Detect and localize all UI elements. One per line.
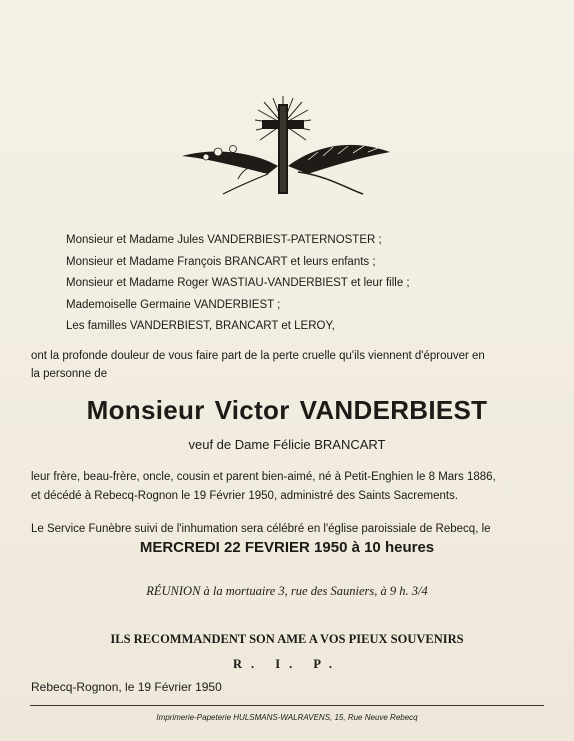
deceased-first-name: Victor [214,395,290,425]
announcement-intro [31,347,551,383]
family-line: Monsieur et Madame Roger WASTIAU-VANDERBIEST et leur fille ; [66,277,410,289]
family-line: Mademoiselle Germaine VANDERBIEST ; [66,298,281,311]
family-list [66,230,526,338]
intro-line: la personne de [31,368,108,380]
printer-credit: Imprimerie-Papeterie HULSMANS-WALRAVENS, 15, Rue Neuve Rebecq [156,713,418,722]
biography [31,468,551,506]
place-date: Rebecq-Rognon, le 19 Février 1950 [31,680,222,694]
family-line: Monsieur et Madame Jules VANDERBIEST-PATERNOSTER ; [66,234,382,246]
bio-line: et décédé à Rebecq-Rognon le 19 Février 1950, administré des Saints Sacrements. [31,490,459,502]
recommendation: ILS RECOMMANDENT SON AME A VOS PIEUX SOUVENIRS [110,632,464,646]
cross-with-palm-icon [178,94,396,206]
family-line: Les familles VANDERBIEST, BRANCART et LEROY, [66,320,335,332]
service-date: MERCREDI 22 FEVRIER 1950 à 10 heures [139,539,435,556]
rip: R. I. P. [232,657,341,671]
divider [30,705,544,706]
bio-line: leur frère, beau-frère, oncle, cousin et parent bien-aimé, né à Petit-Enghien le 8 Mars 1886, [31,471,496,483]
deceased-title: Monsieur [86,395,205,425]
reunion-info: RÉUNION à la mortuaire 3, rue des Sauniers, à 9 h. 3/4 [146,584,428,598]
deceased-last-name: VANDERBIEST [299,395,488,425]
deceased-name [0,395,574,426]
intro-line: ont la profonde douleur de vous faire part de la perte cruelle qu'ils viennent d'éprouver en [31,350,485,362]
widow-line: veuf de Dame Félicie BRANCART [188,437,386,452]
family-line: Monsieur et Madame François BRANCART et leurs enfants ; [66,255,376,268]
service-text: Le Service Funèbre suivi de l'inhumation sera célébré en l'église paroissiale de Rebecq, le [31,523,491,535]
